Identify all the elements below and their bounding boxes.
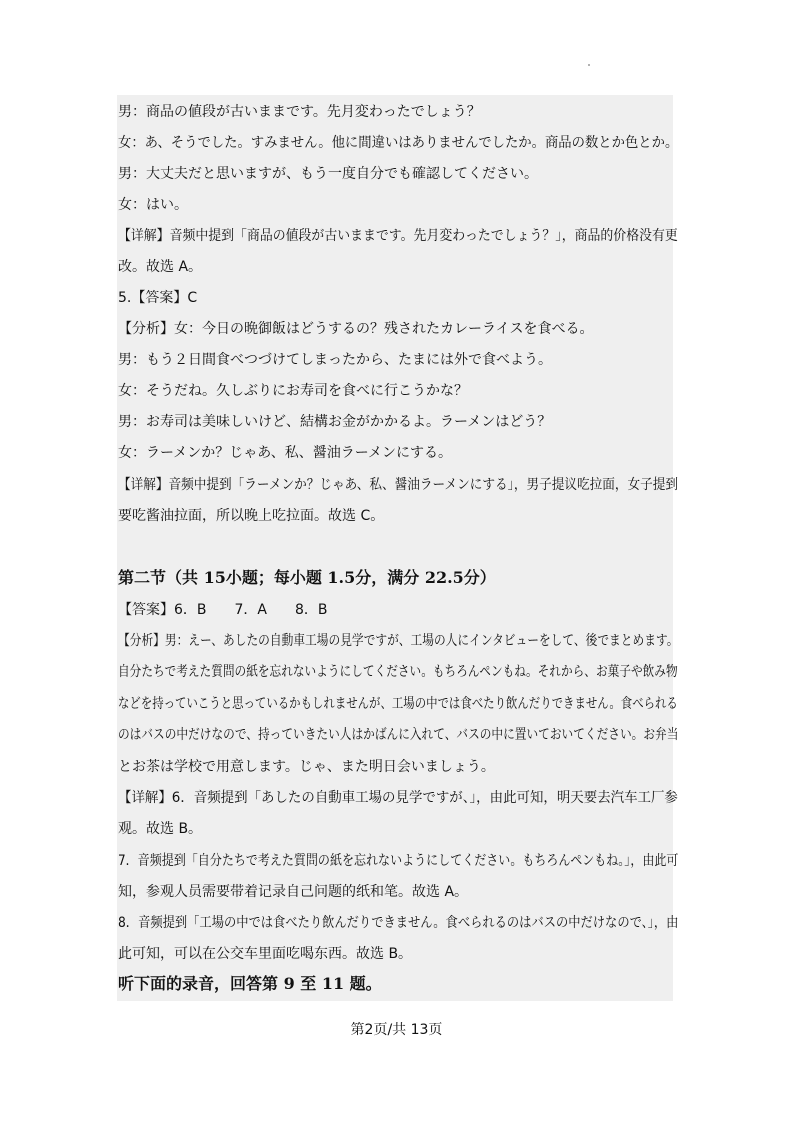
analysis-q6-q8: 【分析】男：えー、あしたの自動車工場の見学ですが、工場の人にインタビューをして、後でまとめます。	[118, 633, 679, 649]
analysis-q6-q8-cont: のはバスの中だけなので、持っていきたい人はかばんに入れて、バスの中に置いておいてください。お弁当	[118, 727, 679, 743]
answers-q6-q8: 【答案】6．B 7．A 8．B	[118, 602, 328, 618]
detail-explanation-q7: 7．音频提到「自分たちで考えた質問の紙を忘れないようにしてください。もちろんペンもね。」，由此可	[118, 853, 679, 869]
page-footer: 第2页/共 13页	[350, 1022, 443, 1038]
dialogue-line-woman: 女：はい。	[118, 197, 188, 213]
detail-explanation-q8: 8．音频提到「工場の中では食べたり飲んだりできません。食べられるのはバスの中だけなので、」，由	[118, 915, 679, 931]
detail-explanation-q6-cont: 观。故选 B。	[118, 821, 203, 837]
detail-explanation-q6: 【详解】6．音频提到「あしたの自動車工場の見学ですが、」，由此可知，明天要去汽车工厂参	[118, 790, 678, 806]
detail-explanation-q4: 【详解】音频中提到「商品の値段が古いままです。先月変わったでしょう？」，商品的价格没有更	[118, 228, 678, 244]
dialogue-line-woman: 女：ラーメンか？じゃあ、私、醤油ラーメンにする。	[118, 445, 453, 461]
analysis-q6-q8-cont: 自分たちで考えた質問の紙を忘れないようにしてください。もちろんペンもね。それから、お菓子や飲み物	[118, 664, 678, 680]
detail-explanation-q8-cont: 此可知，可以在公交车里面吃喝东西。故选 B。	[118, 946, 413, 962]
analysis-q6-q8-cont: などを持っていこうと思っているかもしれませんが、工場の中では食べたり飲んだりできません。食べられる	[118, 696, 678, 712]
detail-explanation-q5: 【详解】音频中提到「ラーメンか？じゃあ、私、醤油ラーメンにする」，男子提议吃拉面，女子提到	[118, 477, 679, 493]
listening-instruction: 听下面的录音，回答第 9 至 11 题。	[118, 974, 382, 993]
detail-explanation-q7-cont: 知，参观人员需要带着记录自己问题的纸和笔。故选 A。	[118, 884, 469, 900]
dialogue-line-woman: 女：そうだね。久しぶりにお寿司を食べに行こうかな？	[118, 383, 468, 399]
dialogue-line-man: 男：お寿司は美味しいけど、結構お金がかかるよ。ラーメンはどう？	[118, 414, 552, 430]
dialogue-line-man: 男：大丈夫だと思いますが、もう一度自分でも確認してください。	[118, 166, 538, 182]
section-heading: 第二节（共 15小题；每小题 1.5分，满分 22.5分）	[118, 568, 496, 587]
analysis-q5: 【分析】女：今日の晩御飯はどうするの？残されたカレーライスを食べる。	[118, 321, 594, 337]
dialogue-line-man: 男：もう２日間食べつづけてしまったから、たまには外で食べよう。	[118, 352, 552, 368]
scan-dot-mark	[588, 64, 590, 66]
detail-explanation-q5-cont: 要吃酱油拉面，所以晚上吃拉面。故选 C。	[118, 508, 385, 524]
detail-explanation-q4-cont: 改。故选 A。	[118, 259, 203, 275]
dialogue-line-woman: 女：あ、そうでした。すみません。他に間違いはありませんでしたか。商品の数とか色とか。	[118, 135, 679, 151]
dialogue-line-man: 男：商品の値段が古いままです。先月変わったでしょう？	[118, 104, 481, 120]
analysis-q6-q8-cont: とお茶は学校で用意します。じゃ、また明日会いましょう。	[118, 759, 495, 775]
answer-q5: 5.【答案】C	[118, 290, 198, 306]
